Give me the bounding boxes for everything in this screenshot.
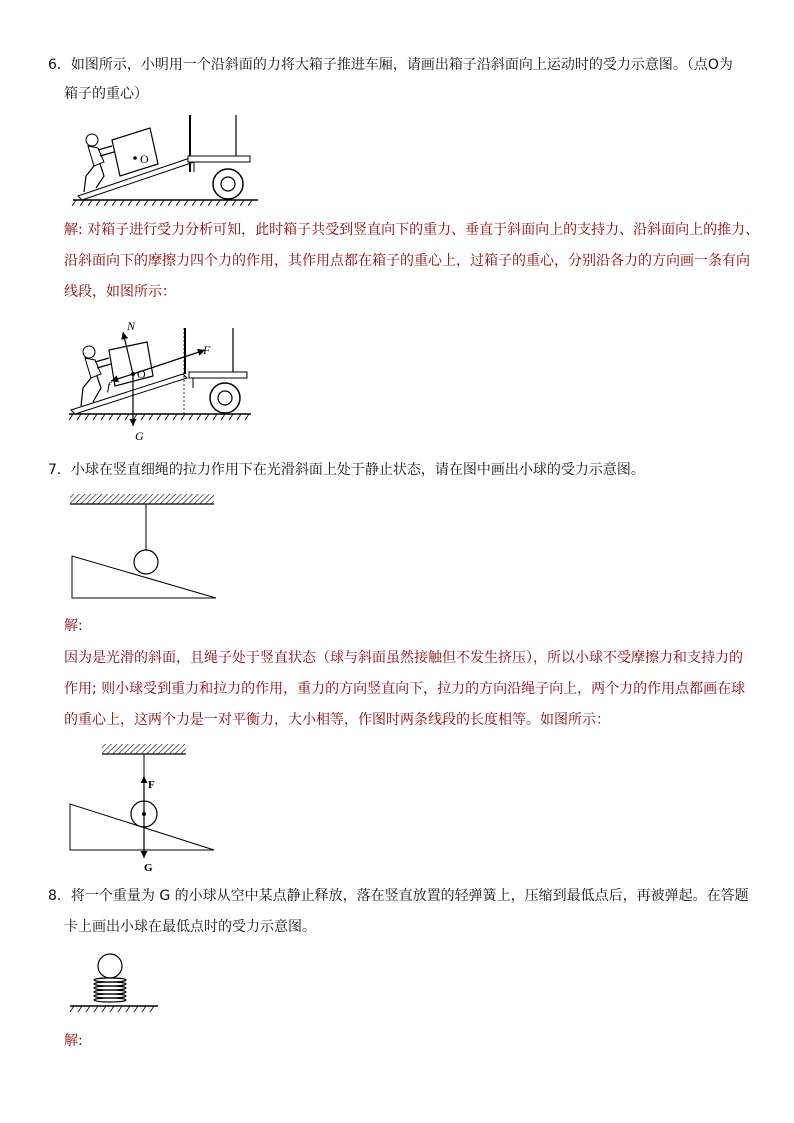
q7-answer-line-2: 作用; 则小球受到重力和拉力的作用，重力的方向竖直向下，拉力的方向沿绳子向上，两个力的作用点都画在球 (64, 681, 746, 697)
q7-text-line-1: 7．小球在竖直细绳的拉力作用下在光滑斜面上处于静止状态，请在图中画出小球的受力示意图。 (48, 462, 645, 478)
q6-text-line-2: 箱子的重心） (64, 86, 148, 102)
q6-point-o-label: O (140, 152, 149, 166)
q6-force-friction-label: f (107, 379, 111, 393)
q7-answer-figure (64, 740, 220, 874)
q7-answer-label: 解: (64, 618, 83, 634)
q7-figure (66, 490, 222, 602)
q7-force-g-label: G (144, 862, 153, 874)
q6-answer-line-1: 解: 对箱子进行受力分析可知，此时箱子共受到竖直向下的重力、垂直于斜面向上的支持力、沿斜面向上的推力、 (64, 222, 760, 238)
q6-force-f-label: F (203, 343, 211, 357)
q8-text-line-1: 8．将一个重量为 G 的小球从空中某点静止释放，落在竖直放置的轻弹簧上，压缩到最低点后，再被弹起。在答题 (48, 888, 749, 904)
q6-point-o-label-answer: O (137, 367, 146, 381)
q7-force-f-label: F (148, 779, 155, 791)
q6-figure (70, 112, 260, 212)
q8-text-line-2: 卡上画出小球在最低点时的受力示意图。 (64, 919, 316, 935)
q7-answer-line-3: 的重心上，这两个力是一对平衡力，大小相等，作图时两条线段的长度相等。如图所示： (64, 712, 610, 728)
q6-answer-line-3: 线段，如图所示： (64, 284, 176, 300)
q6-answer-line-2: 沿斜面向下的摩擦力四个力的作用，其作用点都在箱子的重心上，过箱子的重心，分别沿各力的方向画一条有向 (64, 253, 750, 269)
q6-force-g-label: G (135, 429, 144, 443)
q7-answer-line-1: 因为是光滑的斜面，且绳子处于竖直状态（球与斜面虽然接触但不发生挤压），所以小球不受摩擦力和支持力的 (64, 650, 743, 666)
q8-figure (66, 950, 162, 1022)
q8-answer-label: 解: (64, 1033, 83, 1049)
q6-answer-figure (65, 318, 255, 446)
q6-text-line-1: 6．如图所示，小明用一个沿斜面的力将大箱子推进车厢，请画出箱子沿斜面向上运动时的受力示意图。（点O为 (48, 57, 733, 73)
q6-force-n-label: N (127, 319, 136, 333)
